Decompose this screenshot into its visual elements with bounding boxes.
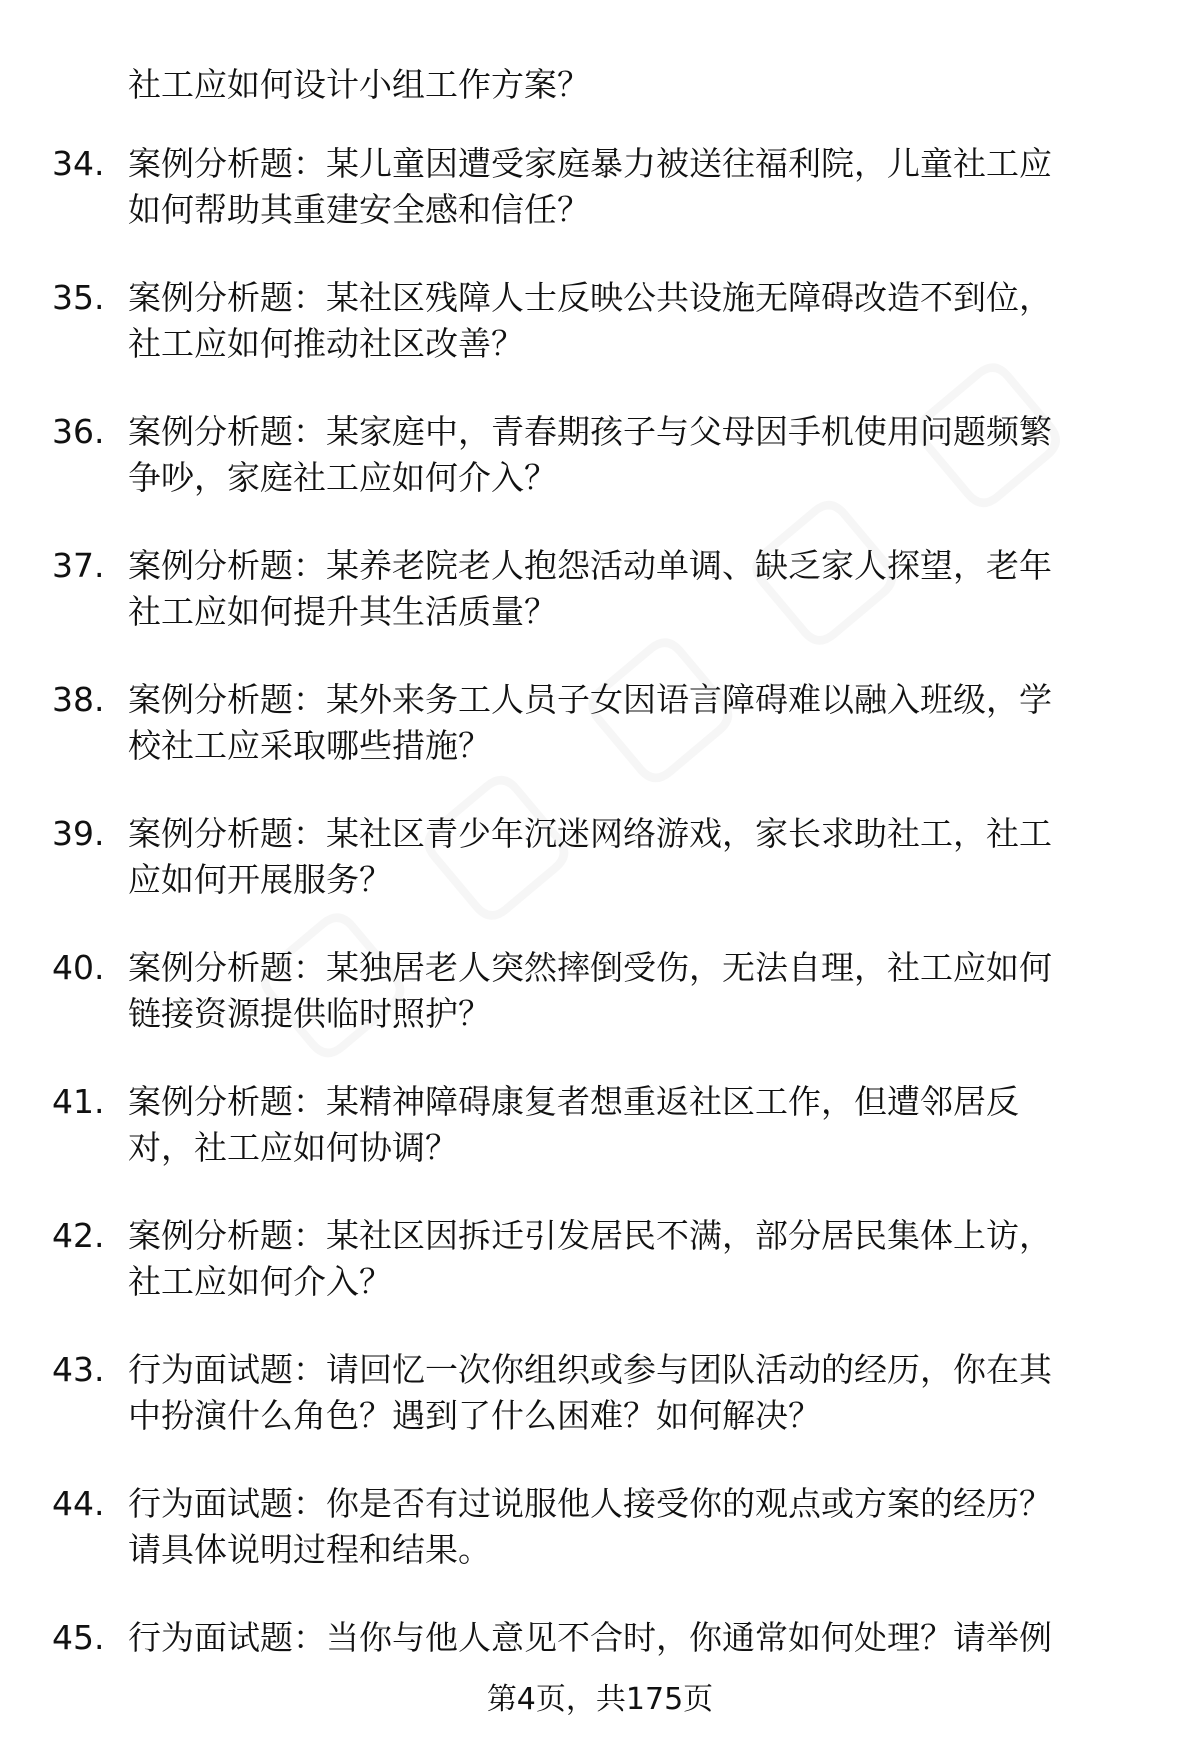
question-text bbox=[128, 945, 1138, 1037]
question-text bbox=[128, 141, 1138, 233]
question-number: 34. bbox=[52, 144, 105, 183]
question-item bbox=[0, 275, 1200, 409]
question-text-line: 案例分析题：某社区残障人士反映公共设施无障碍改造不到位， bbox=[128, 278, 1052, 317]
question-item bbox=[0, 811, 1200, 945]
question-number: 43. bbox=[52, 1350, 105, 1389]
question-text-line: 对，社工应如何协调？ bbox=[128, 1128, 458, 1167]
question-text-line: 争吵，家庭社工应如何介入？ bbox=[128, 458, 557, 497]
question-text bbox=[128, 409, 1138, 501]
question-text-line: 案例分析题：某儿童因遭受家庭暴力被送往福利院，儿童社工应 bbox=[128, 144, 1052, 183]
question-text bbox=[128, 1079, 1138, 1171]
question-text-line: 行为面试题：当你与他人意见不合时，你通常如何处理？请举例 bbox=[128, 1618, 1052, 1657]
question-text-line: 案例分析题：某社区青少年沉迷网络游戏，家长求助社工，社工 bbox=[128, 814, 1052, 853]
question-text-line: 链接资源提供临时照护？ bbox=[128, 994, 491, 1033]
question-item bbox=[0, 1347, 1200, 1481]
continued-question-text: 社工应如何设计小组工作方案？ bbox=[128, 65, 590, 104]
question-text-line: 应如何开展服务？ bbox=[128, 860, 392, 899]
question-item bbox=[0, 1481, 1200, 1615]
question-text-line: 案例分析题：某独居老人突然摔倒受伤，无法自理，社工应如何 bbox=[128, 948, 1052, 987]
question-text bbox=[128, 275, 1138, 367]
question-number: 42. bbox=[52, 1216, 105, 1255]
question-number: 38. bbox=[52, 680, 105, 719]
question-item bbox=[0, 677, 1200, 811]
question-text-line: 社工应如何推动社区改善？ bbox=[128, 324, 524, 363]
question-text-line: 案例分析题：某家庭中，青春期孩子与父母因手机使用问题频繁 bbox=[128, 412, 1052, 451]
question-item bbox=[0, 1213, 1200, 1347]
question-item bbox=[0, 1079, 1200, 1213]
question-text-line: 行为面试题：你是否有过说服他人接受你的观点或方案的经历？ bbox=[128, 1484, 1052, 1523]
question-text bbox=[128, 811, 1138, 903]
question-text-line: 案例分析题：某外来务工人员子女因语言障碍难以融入班级，学 bbox=[128, 680, 1052, 719]
question-text bbox=[128, 543, 1138, 635]
question-text bbox=[128, 1615, 1138, 1661]
question-number: 40. bbox=[52, 948, 105, 987]
question-text-line: 行为面试题：请回忆一次你组织或参与团队活动的经历，你在其 bbox=[128, 1350, 1052, 1389]
question-text-line: 如何帮助其重建安全感和信任？ bbox=[128, 190, 590, 229]
question-number: 41. bbox=[52, 1082, 105, 1121]
question-number: 39. bbox=[52, 814, 105, 853]
question-item bbox=[0, 141, 1200, 275]
question-number: 45. bbox=[52, 1618, 105, 1657]
question-text-line: 案例分析题：某精神障碍康复者想重返社区工作，但遭邻居反 bbox=[128, 1082, 1019, 1121]
question-text-line: 社工应如何介入？ bbox=[128, 1262, 392, 1301]
question-number: 35. bbox=[52, 278, 105, 317]
question-text-line: 案例分析题：某社区因拆迁引发居民不满，部分居民集体上访， bbox=[128, 1216, 1052, 1255]
question-text bbox=[128, 1213, 1138, 1305]
question-text-line: 请具体说明过程和结果。 bbox=[128, 1530, 491, 1569]
question-item bbox=[0, 409, 1200, 543]
question-text-line: 案例分析题：某养老院老人抱怨活动单调、缺乏家人探望，老年 bbox=[128, 546, 1052, 585]
question-item bbox=[0, 543, 1200, 677]
question-text bbox=[128, 1481, 1138, 1573]
question-text bbox=[128, 1347, 1138, 1439]
question-item bbox=[0, 945, 1200, 1079]
question-text-line: 中扮演什么角色？遇到了什么困难？如何解决？ bbox=[128, 1396, 821, 1435]
question-text bbox=[128, 677, 1138, 769]
question-number: 37. bbox=[52, 546, 105, 585]
question-number: 36. bbox=[52, 412, 105, 451]
question-text-line: 社工应如何提升其生活质量？ bbox=[128, 592, 557, 631]
question-number: 44. bbox=[52, 1484, 105, 1523]
question-list bbox=[0, 141, 1200, 1749]
question-text-line: 校社工应采取哪些措施？ bbox=[128, 726, 491, 765]
page-footer: 第4页，共175页 bbox=[486, 1682, 714, 1717]
